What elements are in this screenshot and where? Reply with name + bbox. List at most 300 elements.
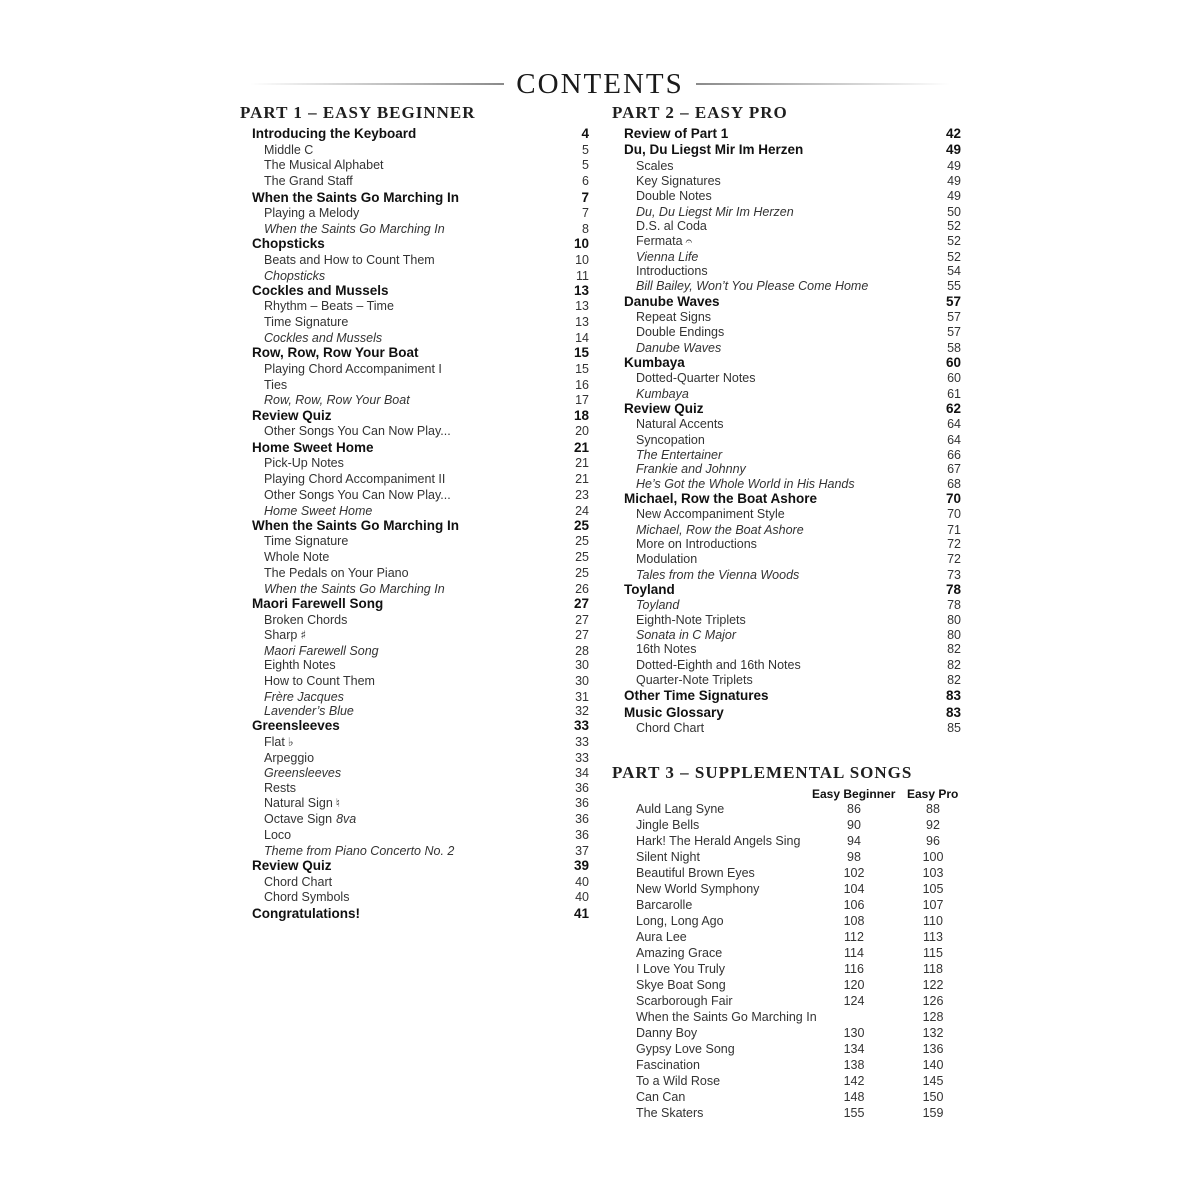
toc-entry-text: How to Count Them [264,674,375,689]
toc-entry-text: Du, Du Liegst Mir Im Herzen [636,204,794,219]
toc-page-number: 33 [575,750,589,765]
toc-page-number: 83 [945,688,961,704]
toc-entry-label [636,264,708,278]
toc-song [612,387,961,401]
toc-topic [612,325,961,340]
toc-entry-label [636,234,692,249]
toc-entry-label [252,596,383,611]
toc-entry-label [252,190,459,205]
toc-entry-text: Ties [264,377,288,392]
song-row [612,914,972,930]
toc-entry-label [636,371,756,385]
toc-section [240,190,589,207]
easy-beginner-page: 104 [843,882,865,896]
toc-entry-text: When the Saints Go Marching In [264,581,445,596]
song-row [612,1026,972,1042]
toc-page-number: 18 [573,407,589,423]
song-row [612,946,972,962]
toc-page-number: 26 [575,581,589,596]
easy-pro-page: 140 [922,1058,944,1072]
toc-entry-label [264,362,442,376]
toc-topic [240,378,589,394]
toc-section [612,294,961,310]
toc-entry-label [624,355,685,370]
toc-entry-text: New Accompaniment Style [636,507,785,522]
toc-entry-label [624,582,675,597]
toc-topic [240,812,589,828]
toc-entry-text: Theme from Piano Concerto No. 2 [264,843,455,858]
toc-entry-text: Kumbaya [624,354,685,370]
toc-entry-text: Michael, Row the Boat Ashore [636,522,804,537]
toc-page-number: 71 [947,522,961,537]
song-name: Jingle Bells [636,818,700,832]
toc-page-number: 78 [947,598,961,613]
toc-entry-text: Flat [264,734,285,749]
toc-topic [612,159,961,174]
toc-entry-text: Dotted-Quarter Notes [636,371,756,386]
toc-topic [240,143,589,159]
toc-entry-label [264,690,344,704]
toc-entry-label [264,828,291,842]
toc-section [612,705,961,721]
toc-entry-text: Modulation [636,552,698,567]
song-row [612,834,972,850]
toc-entry-text: Time Signature [264,534,349,549]
toc-entry-text: Other Songs You Can Now Play... [264,424,451,438]
toc-entry-label [264,735,294,749]
toc-entry-text: Frère Jacques [264,689,344,704]
toc-page-number: 16 [575,377,589,392]
song-row [612,1074,972,1090]
music-symbol-icon: ♭ [287,734,294,749]
song-name: To a Wild Rose [636,1074,721,1088]
toc-entry-label [252,906,360,921]
toc-topic [240,674,589,690]
song-row [612,818,972,834]
toc-entry-text: Maori Farewell Song [264,644,379,659]
part2-heading: PART 2 – EASY PRO [612,103,788,122]
toc-topic [240,158,589,174]
toc-entry-text: Beats and How to Count Them [264,252,435,267]
song-name: Gypsy Love Song [636,1042,735,1056]
contents-title-row [250,66,950,102]
toc-song [612,250,961,264]
toc-section [240,283,589,300]
easy-beginner-column-header: Easy Beginner [812,787,896,801]
toc-entry-label [624,126,728,141]
toc-entry-label [636,462,746,476]
toc-entry-text: Whole Note [264,550,330,565]
toc-section [240,236,589,253]
easy-pro-page: 136 [922,1042,944,1056]
song-row [612,898,972,914]
song-name: New World Symphony [636,882,760,896]
toc-section [612,401,961,417]
toc-entry-text: He’s Got the Whole World in His Hands [636,476,855,491]
toc-topic [612,642,961,657]
easy-beginner-page: 130 [843,1026,865,1040]
toc-entry-text: Eighth Notes [264,658,336,673]
easy-pro-page: 110 [923,914,943,928]
song-name: Long, Long Ago [636,914,724,928]
toc-topic [240,566,589,582]
toc-entry-text: Octave Sign [264,812,333,827]
easy-beginner-page: 134 [843,1042,865,1056]
toc-entry-text: When the Saints Go Marching In [252,517,460,533]
toc-page-number: 15 [573,345,589,361]
toc-entry-label [264,206,359,220]
toc-entry-text: Row, Row, Row Your Boat [264,393,410,408]
song-name: I Love You Truly [636,962,725,976]
toc-entry-label [636,219,707,233]
toc-entry-label [636,189,712,203]
toc-entry-label [264,534,348,548]
toc-page-number: 13 [573,282,589,298]
toc-entry-text: Kumbaya [636,386,689,401]
toc-topic [612,537,961,552]
easy-pro-page: 150 [922,1090,944,1104]
toc-entry-text: D.S. al Coda [636,218,707,233]
toc-entry-label [624,705,724,720]
toc-page-number: 80 [947,628,961,642]
toc-topic [240,550,589,566]
toc-song [240,844,589,858]
easy-beginner-page: 106 [843,898,865,912]
toc-page-number: 37 [575,843,589,858]
toc-topic [240,796,589,812]
music-symbol-icon: ♮ [335,796,341,811]
toc-section [240,126,589,143]
toc-page-number: 68 [947,476,961,491]
toc-entry-label [636,417,724,431]
easy-pro-page: 92 [926,818,940,832]
toc-section [240,345,589,362]
toc-entry-text: Repeat Signs [636,309,712,324]
toc-entry-text: Pick-Up Notes [264,456,344,471]
easy-beginner-page: 155 [843,1106,865,1120]
toc-entry-text: Double Endings [636,325,725,340]
toc-entry-label [636,507,785,521]
toc-entry-text: Chopsticks [264,268,326,283]
toc-topic [240,875,589,891]
toc-entry-text: Tales from the Vienna Woods [636,567,800,582]
toc-entry-text: Eighth-Note Triplets [636,612,746,627]
toc-entry-text: Introductions [636,263,708,278]
song-row [612,802,972,818]
toc-entry-label [252,518,459,533]
toc-section [612,688,961,704]
toc-page-number: 60 [945,354,961,370]
toc-entry-text: Music Glossary [624,704,724,720]
toc-song [240,766,589,780]
song-name: Skye Boat Song [636,978,726,992]
toc-page-number: 57 [945,293,961,309]
toc-page-number: 58 [947,340,961,355]
toc-page-number: 85 [947,720,961,735]
toc-entry-text: Vienna Life [636,249,699,264]
toc-entry-text: Quarter-Note Triplets [636,673,753,687]
song-row [612,930,972,946]
toc-entry-label [252,408,332,423]
toc-topic [240,613,589,629]
song-name: Danny Boy [636,1026,698,1040]
toc-song [240,644,589,658]
toc-entry-label [636,721,704,735]
easy-beginner-page: 90 [847,818,861,832]
song-name: The Skaters [636,1106,704,1120]
song-name: Fascination [636,1058,700,1072]
toc-entry-text: Middle C [264,142,314,157]
toc-topic [240,488,589,504]
toc-entry-label [264,766,341,780]
song-name: Hark! The Herald Angels Sing [636,834,801,848]
toc-entry-label [624,401,704,416]
toc-entry-label [264,658,336,672]
toc-topic [612,310,961,325]
toc-entry-text: The Pedals on Your Piano [264,566,409,580]
toc-song [240,504,589,518]
toc-entry-label [264,751,314,765]
toc-entry-label [264,424,451,438]
toc-entry-text: Maori Farewell Song [252,596,384,611]
toc-topic [612,234,961,249]
toc-entry-text: Dotted-Eighth and 16th Notes [636,657,801,672]
toc-entry-label [264,331,382,345]
toc-page-number: 27 [575,612,589,627]
toc-entry-label [264,613,347,627]
toc-page-number: 21 [575,472,589,487]
toc-entry-text: Michael, Row the Boat Ashore [624,491,818,506]
toc-song [612,279,961,293]
toc-page-number: 66 [947,447,961,462]
toc-page-number: 55 [947,279,961,294]
song-row [612,962,972,978]
easy-pro-page: 100 [922,850,944,864]
toc-page-number: 8 [582,222,589,237]
toc-page-number: 21 [573,439,589,455]
toc-page-number: 21 [575,456,589,471]
toc-entry-label [264,269,325,283]
toc-entry-label [636,628,736,642]
toc-entry-text: Review Quiz [252,858,332,873]
toc-entry-label [264,890,349,904]
title-rule-left [250,83,504,85]
toc-topic [240,751,589,767]
toc-song [240,690,589,704]
toc-topic [240,299,589,315]
toc-entry-text: Playing a Melody [264,206,360,221]
toc-section [612,491,961,507]
toc-entry-label [264,299,394,313]
toc-song [240,393,589,407]
toc-topic [240,628,589,644]
toc-entry-text: Cockles and Mussels [264,331,383,345]
toc-entry-text: Review of Part 1 [624,126,729,141]
toc-entry-label [636,341,721,355]
toc-topic [240,362,589,378]
toc-entry-text: Arpeggio [264,750,315,765]
toc-page-number: 64 [947,417,961,432]
toc-entry-text: Danube Waves [624,293,720,309]
easy-pro-page: 105 [922,882,944,896]
toc-entry-label [264,796,340,810]
toc-page-number: 80 [947,612,961,627]
toc-entry-label [624,688,769,703]
toc-song [240,704,589,718]
easy-pro-page: 145 [922,1074,944,1088]
toc-entry-label [252,345,419,360]
easy-beginner-page: 114 [844,946,864,960]
toc-entry-label [636,598,679,612]
easy-beginner-page: 120 [843,978,865,992]
toc-entry-text: Toyland [624,582,675,597]
toc-section [240,718,589,735]
toc-entry-text: Chopsticks [252,236,325,252]
toc-topic [240,253,589,269]
toc-topic [612,433,961,448]
toc-page-number: 13 [575,315,589,330]
toc-entry-label [636,613,746,627]
toc-page-number: 20 [575,424,589,438]
toc-entry-text: Home Sweet Home [264,503,373,518]
toc-page-number: 82 [947,673,961,687]
page-title: CONTENTS [516,68,684,100]
toc-page-number: 24 [575,503,589,518]
easy-pro-page: 115 [923,946,943,960]
toc-page-number: 41 [573,906,589,922]
toc-entry-text: Greensleeves [264,766,342,781]
toc-page-number: 62 [945,400,961,416]
toc-entry-label [264,550,329,564]
toc-entry-text: Syncopation [636,432,705,447]
toc-entry-text: Chord Chart [264,874,333,889]
toc-entry-label [636,448,722,462]
easy-pro-page: 96 [926,834,940,848]
part3-songs-list [612,802,972,1132]
toc-section [612,355,961,371]
toc-page-number: 82 [947,642,961,657]
toc-page-number: 52 [947,249,961,264]
toc-song [240,331,589,345]
toc-page-number: 36 [575,780,589,795]
toc-entry-label [264,704,354,718]
toc-page-number: 67 [947,462,961,477]
easy-pro-column-header: Easy Pro [907,787,959,801]
easy-beginner-page: 112 [844,930,864,944]
toc-entry-label [264,644,379,658]
toc-entry-text: When the Saints Go Marching In [252,189,460,205]
toc-page-number: 7 [582,206,589,221]
toc-entry-label [624,142,803,157]
toc-entry-label [264,158,384,172]
toc-page-number: 25 [575,566,589,580]
easy-beginner-page: 94 [847,834,861,848]
toc-page-number: 36 [575,812,589,827]
toc-section [240,858,589,875]
toc-entry-label [252,126,416,141]
toc-entry-label [264,456,344,470]
toc-topic [240,472,589,488]
toc-page-number: 5 [582,142,589,157]
toc-entry-label [264,844,454,858]
toc-topic [240,424,589,440]
easy-pro-page: 132 [922,1026,944,1040]
toc-topic [612,219,961,234]
toc-section [612,142,961,158]
toc-entry-label [264,472,445,486]
easy-beginner-page: 102 [843,866,865,880]
toc-song [612,477,961,491]
toc-entry-text: Loco [264,828,292,842]
toc-page-number: 40 [575,874,589,889]
toc-page-number: 52 [947,218,961,233]
toc-entry-label [252,236,325,251]
toc-page-number: 25 [573,517,589,533]
easy-pro-page: 107 [922,898,944,912]
toc-entry-text: Chord Chart [636,720,705,735]
toc-entry-label [636,658,801,672]
toc-page-number: 10 [573,236,589,252]
toc-page-number: 49 [945,142,961,158]
toc-page-number: 40 [575,890,589,905]
toc-page-number: 70 [947,507,961,522]
song-row [612,1090,972,1106]
easy-beginner-page: 138 [843,1058,865,1072]
toc-entry-text: Time Signature [264,315,349,330]
part3-heading: PART 3 – SUPPLEMENTAL SONGS [612,763,913,782]
toc-section [612,126,961,142]
toc-page-number: 25 [575,550,589,565]
toc-entry-text: The Musical Alphabet [264,158,384,173]
toc-section [240,518,589,535]
toc-page-number: 36 [575,828,589,842]
toc-page-number: 27 [573,596,589,611]
song-row [612,1058,972,1074]
toc-entry-text: Introducing the Keyboard [252,126,417,141]
toc-entry-label [264,315,348,329]
toc-entry-text: Cockles and Mussels [252,282,389,298]
toc-topic [612,417,961,432]
toc-entry-text: Other Time Signatures [624,688,769,704]
toc-entry-text: Review Quiz [624,400,704,416]
toc-entry-text: Scales [636,158,674,173]
toc-entry-text: The Grand Staff [264,174,353,189]
toc-page-number: 34 [575,766,589,781]
toc-page-number: 10 [575,252,589,267]
toc-section [240,906,589,923]
toc-page-number: 23 [575,487,589,502]
song-name: Barcarolle [636,898,693,912]
toc-topic [612,264,961,279]
toc-entry-label [252,283,389,298]
toc-topic [240,315,589,331]
toc-entry-text: Rhythm – Beats – Time [264,299,394,314]
toc-entry-text: When the Saints Go Marching In [264,222,445,237]
toc-song [612,598,961,612]
song-name: Aura Lee [636,930,687,944]
easy-beginner-page: 108 [843,914,865,928]
easy-beginner-page: 124 [843,994,865,1008]
easy-pro-page: 128 [922,1010,944,1024]
toc-entry-text: Other Songs You Can Now Play... [264,487,451,502]
toc-entry-text: Du, Du Liegst Mir Im Herzen [624,142,804,158]
toc-topic [612,174,961,189]
toc-page-number: 78 [945,582,961,597]
toc-entry-label [636,552,697,566]
song-row [612,866,972,882]
toc-entry-text: Frankie and Johnny [636,462,746,477]
toc-entry-label [636,523,804,537]
